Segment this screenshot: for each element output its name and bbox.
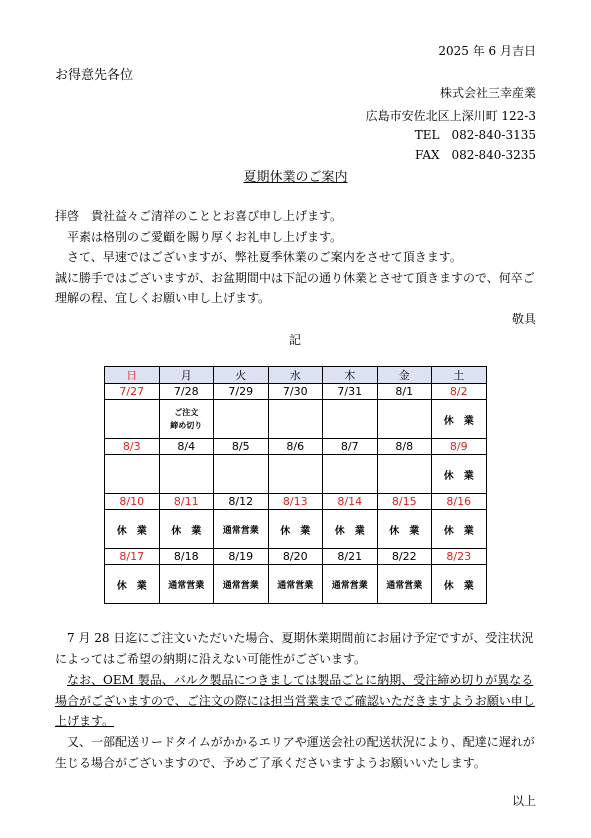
status-cell: 通常営業 bbox=[323, 565, 378, 604]
weekday-header-cell: 土 bbox=[432, 367, 487, 384]
status-cell: 休 業 bbox=[159, 510, 214, 549]
weekday-header-cell: 火 bbox=[214, 367, 269, 384]
status-cell: 休 業 bbox=[432, 565, 487, 604]
date-cell: 8/20 bbox=[268, 549, 323, 565]
status-cell: 通常営業 bbox=[377, 565, 432, 604]
date-row bbox=[105, 494, 487, 510]
date-row bbox=[105, 549, 487, 565]
status-cell bbox=[105, 400, 160, 439]
status-cell: 休 業 bbox=[432, 455, 487, 494]
date-cell: 8/15 bbox=[377, 494, 432, 510]
date-cell: 8/19 bbox=[214, 549, 269, 565]
date-cell: 8/21 bbox=[323, 549, 378, 565]
status-row bbox=[105, 455, 487, 494]
status-cell bbox=[159, 400, 214, 439]
closing-ijo: 以上 bbox=[511, 794, 536, 808]
date-cell: 7/27 bbox=[105, 384, 160, 400]
document-title: 夏期休業のご案内 bbox=[243, 170, 348, 185]
company-fax: FAX 082-840-3235 bbox=[415, 148, 536, 162]
date-cell: 8/7 bbox=[323, 439, 378, 455]
status-cell: 通常営業 bbox=[268, 565, 323, 604]
date-cell: 8/12 bbox=[214, 494, 269, 510]
date-cell: 8/3 bbox=[105, 439, 160, 455]
date-cell: 7/30 bbox=[268, 384, 323, 400]
weekday-header-row bbox=[105, 367, 487, 384]
status-cell bbox=[214, 400, 269, 439]
status-row bbox=[105, 400, 487, 439]
body-line-1: 拝啓 貴社益々ご清祥のこととお喜び申し上げます。 bbox=[55, 209, 343, 223]
date-cell: 8/17 bbox=[105, 549, 160, 565]
document-date: 2025 年 6 月吉日 bbox=[438, 44, 536, 58]
date-cell: 8/16 bbox=[432, 494, 487, 510]
body-line-3: さて、早速ではございますが、弊社夏季休業のご案内をさせて頂きます。 bbox=[67, 250, 462, 264]
weekday-header-cell: 水 bbox=[268, 367, 323, 384]
date-cell: 8/4 bbox=[159, 439, 214, 455]
closing-keigu: 敬具 bbox=[511, 312, 536, 326]
status-cell: 休 業 bbox=[268, 510, 323, 549]
status-cell: 通常営業 bbox=[214, 510, 269, 549]
note-paragraph-1: 7 月 28 日迄にご注文いただいた場合、夏期休業期間前にお届け予定ですが、受注状況によってはご希望の納期に沿えない可能性がございます。 bbox=[55, 631, 534, 666]
status-cell bbox=[159, 455, 214, 494]
date-cell: 7/31 bbox=[323, 384, 378, 400]
weekday-header-cell: 金 bbox=[377, 367, 432, 384]
status-cell bbox=[323, 400, 378, 439]
status-cell bbox=[377, 455, 432, 494]
status-cell bbox=[323, 455, 378, 494]
weekday-header-cell: 木 bbox=[323, 367, 378, 384]
holiday-calendar bbox=[104, 366, 487, 604]
status-cell bbox=[268, 400, 323, 439]
status-cell: 休 業 bbox=[432, 400, 487, 439]
date-cell: 8/18 bbox=[159, 549, 214, 565]
date-cell: 8/23 bbox=[432, 549, 487, 565]
company-tel: TEL 082-840-3135 bbox=[414, 128, 536, 142]
status-cell: 休 業 bbox=[377, 510, 432, 549]
status-cell: 通常営業 bbox=[214, 565, 269, 604]
date-cell: 8/9 bbox=[432, 439, 487, 455]
date-cell: 7/28 bbox=[159, 384, 214, 400]
date-cell: 8/5 bbox=[214, 439, 269, 455]
date-cell: 8/13 bbox=[268, 494, 323, 510]
status-cell bbox=[214, 455, 269, 494]
order-deadline-label: ご注文 締め切り bbox=[170, 408, 203, 430]
company-address: 広島市安佐北区上深川町 122-3 bbox=[365, 109, 536, 123]
status-cell: 休 業 bbox=[105, 510, 160, 549]
status-cell: 通常営業 bbox=[159, 565, 214, 604]
date-cell: 8/2 bbox=[432, 384, 487, 400]
addressee: お得意先各位 bbox=[55, 68, 134, 83]
status-cell: 休 業 bbox=[105, 565, 160, 604]
body-line-4: 誠に勝手ではございますが、お盆期間中は下記の通り休業とさせて頂きますので、何卒ご理解の程、宜しくお願い申し上げます。 bbox=[55, 270, 535, 305]
weekday-header-cell: 月 bbox=[159, 367, 214, 384]
date-row bbox=[105, 384, 487, 400]
date-cell: 7/29 bbox=[214, 384, 269, 400]
ki-heading: 記 bbox=[289, 333, 302, 347]
status-cell bbox=[105, 455, 160, 494]
status-cell: 休 業 bbox=[323, 510, 378, 549]
weekday-header-cell: 日 bbox=[105, 367, 160, 384]
date-row bbox=[105, 439, 487, 455]
date-cell: 8/11 bbox=[159, 494, 214, 510]
status-cell: 休 業 bbox=[432, 510, 487, 549]
status-row bbox=[105, 565, 487, 604]
date-cell: 8/22 bbox=[377, 549, 432, 565]
status-row bbox=[105, 510, 487, 549]
date-cell: 8/6 bbox=[268, 439, 323, 455]
body-line-2: 平素は格別のご愛顧を賜り厚くお礼申し上げます。 bbox=[67, 229, 343, 244]
date-cell: 8/14 bbox=[323, 494, 378, 510]
note-paragraph-3: 又、一部配送リードタイムがかかるエリアや運送会社の配送状況により、配達に遅れが生じる場合がございますので、予めご了承くださいますようお願いいたします。 bbox=[55, 735, 535, 770]
note-paragraph-2: なお、OEM 製品、バルク製品につきましては製品ごとに納期、受注締め切りが異なる場合がございますので、ご注文の際には担当営業までご確認いただきますようお願い申し上げます。 bbox=[55, 673, 535, 728]
date-cell: 8/8 bbox=[377, 439, 432, 455]
date-cell: 8/1 bbox=[377, 384, 432, 400]
company-name: 株式会社三幸産業 bbox=[439, 86, 536, 100]
status-cell bbox=[268, 455, 323, 494]
status-cell bbox=[377, 400, 432, 439]
date-cell: 8/10 bbox=[105, 494, 160, 510]
body-greeting bbox=[55, 206, 537, 309]
